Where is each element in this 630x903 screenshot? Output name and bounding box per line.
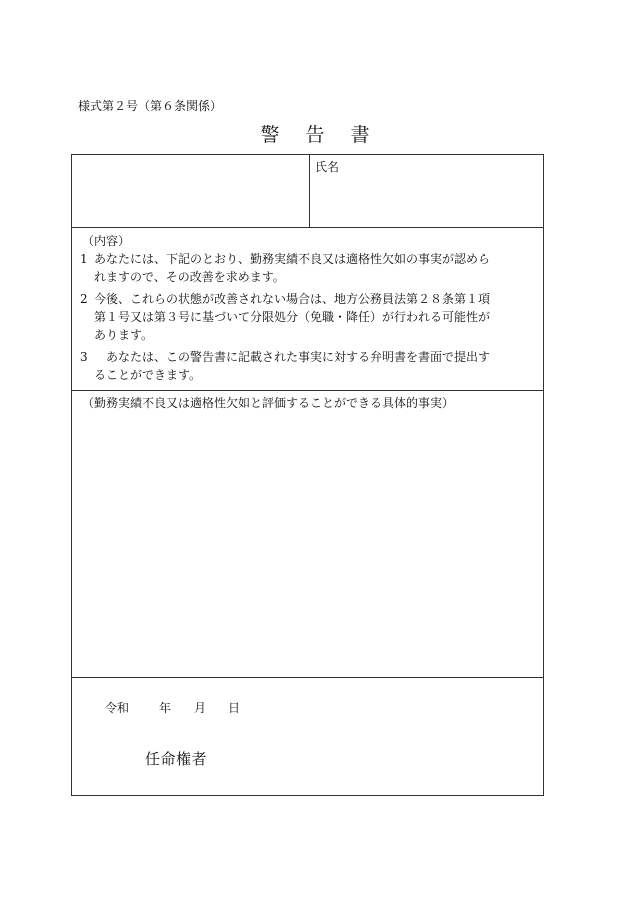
clause-line: 今後、これらの状態が改善されない場合は、地方公務員法第２８条第１項	[94, 292, 491, 306]
clause-line: れますので、その改善を求めます。	[94, 270, 285, 284]
clause-2	[80, 290, 542, 344]
facts-section[interactable]	[72, 391, 543, 678]
clause-number: 3	[80, 350, 88, 364]
month-label: 月	[194, 701, 207, 715]
name-label: 氏名	[315, 160, 340, 174]
appointing-authority: 任命権者	[145, 750, 208, 768]
clause-1	[80, 250, 542, 286]
header-row	[72, 155, 543, 228]
blank-cell[interactable]	[72, 155, 310, 227]
form-number: 様式第２号（第６条関係）	[78, 99, 223, 113]
day-label: 日	[228, 701, 241, 715]
clause-line: あなたは、この警告書に記載された事実に対する弁明書を書面で提出す	[94, 350, 491, 364]
clause-line: あなたには、下記のとおり、勤務実績不良又は適格性欠如の事実が認めら	[94, 252, 491, 266]
clause-3	[80, 348, 542, 384]
form-table	[71, 154, 544, 796]
document-title: 警 告 書	[260, 124, 380, 146]
clause-number: 2	[80, 292, 88, 306]
name-cell[interactable]	[310, 155, 543, 227]
clause-line: ることができます。	[94, 368, 202, 382]
clause-line: あります。	[94, 328, 154, 342]
content-heading: （内容）	[82, 234, 131, 248]
year-label: 年	[159, 701, 172, 715]
clause-number: 1	[80, 252, 88, 266]
facts-heading: （勤務実績不良又は適格性欠如と評価することができる具体的事実）	[82, 396, 455, 410]
era-label: 令和	[105, 701, 130, 715]
clause-line: 第１号又は第３号に基づいて分限処分（免職・降任）が行われる可能性が	[94, 310, 491, 324]
signature-section	[72, 678, 543, 796]
content-section	[72, 228, 543, 391]
